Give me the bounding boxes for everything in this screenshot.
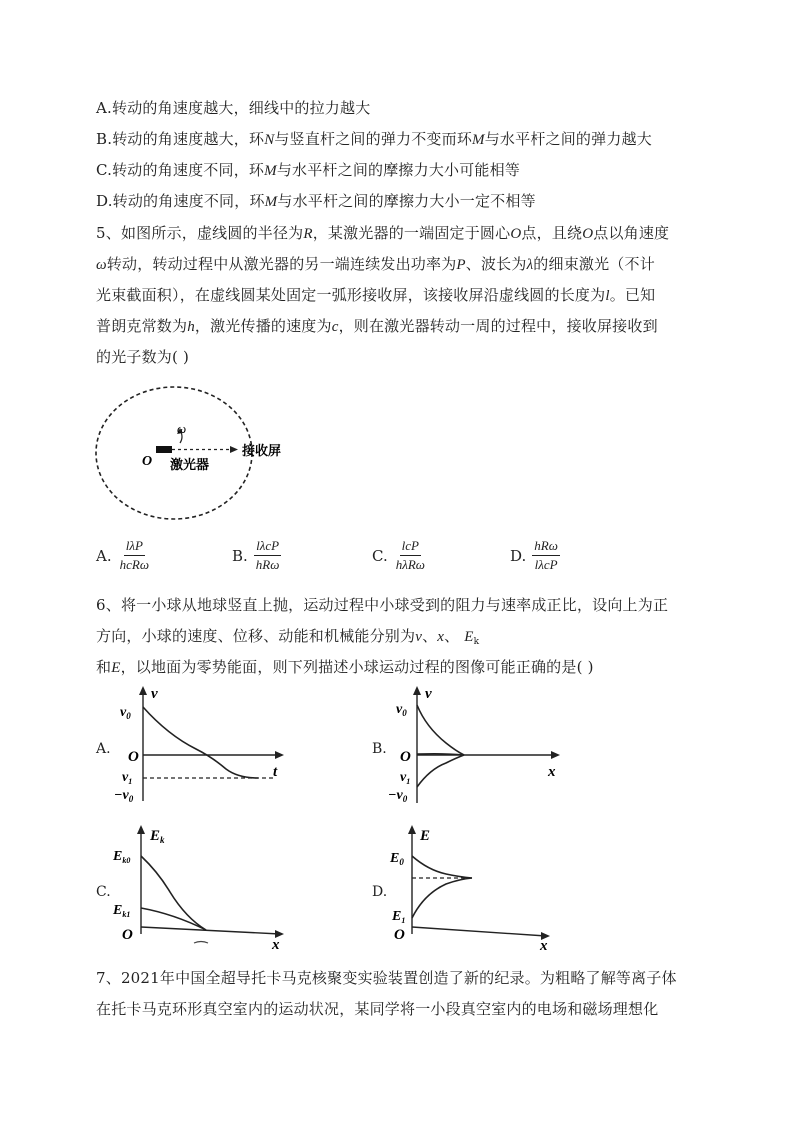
x-axis-arrow-icon <box>275 751 284 759</box>
x-axis-label: x <box>548 764 556 780</box>
laser-body <box>156 446 172 453</box>
x-axis-label: x <box>540 938 548 952</box>
q5-stem-line-5: 的光子数为( ) <box>96 348 190 366</box>
q5-stem-line-1: 5、如图所示，虚线圆的半径为R，某激光器的一端固定于圆心O点，且绕O点以角速度 <box>96 224 670 242</box>
y-axis-arrow-icon <box>413 686 421 695</box>
v0-label: $v_0$ <box>120 705 131 721</box>
q5-stem-line-4: 普朗克常数为h，激光传播的速度为c，则在激光器转动一周的过程中，接收屏接收到 <box>96 317 658 335</box>
ek1-label: $E_{k1}$ <box>113 903 131 919</box>
upper-velocity-curve <box>417 705 464 755</box>
q5-laser-figure <box>92 385 332 535</box>
x-axis-arrow-icon <box>551 751 560 759</box>
v1-label: $v_1$ <box>400 770 411 786</box>
q7-stem-line-2: 在托卡马克环形真空室内的运动状况，某同学将一小段真空室内的电场和磁场理想化 <box>96 1000 659 1018</box>
y-axis-arrow-icon <box>408 825 416 834</box>
y-axis-label: v <box>151 686 158 702</box>
graph-a-label: A. <box>96 741 111 757</box>
origin-label: O <box>128 749 139 765</box>
q6-stem-line-1: 6、将一小球从地球竖直上抛，运动过程中小球受到的阻力与速率成正比，设向上为正 <box>96 596 669 614</box>
q5-option-c: C. $\frac{\text{lcP}}{\text{hλRω}}$ <box>372 538 425 572</box>
origin-label: O <box>122 927 133 943</box>
screen-label: 接收屏 <box>242 444 282 459</box>
graph-b <box>384 683 574 808</box>
graph-a <box>108 683 298 808</box>
q4-option-d: D.转动的角速度不同，环M与水平杆之间的摩擦力大小一定不相等 <box>96 192 536 210</box>
q5-option-b: B. $\frac{\text{lλcP}}{\text{hRω}}$ <box>232 538 280 572</box>
q4-option-b: B.转动的角速度越大，环N与竖直杆之间的弹力不变而环M与水平杆之间的弹力越大 <box>96 130 652 148</box>
origin-label: O <box>394 927 405 943</box>
v1-label: $v_1$ <box>122 770 133 786</box>
q5-stem-line-2: ω转动，转动过程中从激光器的另一端连续发出功率为P、波长为λ的细束激光（不计 <box>96 255 655 273</box>
ek0-label: $E_{k0}$ <box>113 849 131 865</box>
lower-ek-curve <box>141 908 206 930</box>
q5-option-a: A. $\frac{\text{lλP}}{\text{hcRω}}$ <box>96 538 149 572</box>
y-axis-arrow-icon <box>137 825 145 834</box>
y-axis-label: E <box>420 828 431 844</box>
lower-energy-curve <box>412 878 472 918</box>
y-axis-label: v <box>425 686 432 702</box>
q6-stem-line-2: 方向，小球的速度、位移、动能和机械能分别为v、x、 $E_k$ <box>96 627 480 647</box>
y-axis-label: $E_k$ <box>150 828 165 845</box>
upper-ek-curve <box>141 856 206 930</box>
v0-label: $v_0$ <box>396 702 407 718</box>
q6-stem-line-3: 和E，以地面为零势能面，则下列描述小球运动过程的图像可能正确的是( ) <box>96 658 594 676</box>
graph-d-label: D. <box>372 884 388 900</box>
graph-c-label: C. <box>96 884 111 900</box>
q4-option-c: C.转动的角速度不同，环M与水平杆之间的摩擦力大小可能相等 <box>96 161 521 179</box>
graph-c <box>108 822 298 952</box>
x-axis <box>141 927 280 934</box>
q5-option-d: D. $\frac{\text{hRω}}{\text{lλcP}}$ <box>510 538 558 572</box>
laser-label: 激光器 <box>170 458 210 473</box>
graph-d <box>384 822 574 952</box>
omega-label: ω <box>177 421 187 436</box>
graph-b-label: B. <box>372 741 387 757</box>
neg-v0-label: $-v_0$ <box>388 788 408 804</box>
e0-label: $E_0$ <box>390 851 404 867</box>
y-axis-arrow-icon <box>139 686 147 695</box>
velocity-curve <box>143 707 258 778</box>
origin-label: O <box>142 454 153 469</box>
dashed-circle <box>96 387 252 519</box>
q7-stem-line-1: 7、2021年中国全超导托卡马克核聚变实验装置创造了新的纪录。为粗略了解等离子体 <box>96 969 677 987</box>
e1-label: $E_1$ <box>392 909 406 925</box>
x-axis-label: t <box>273 764 278 780</box>
neg-v0-label: $-v_0$ <box>114 788 134 804</box>
upper-energy-curve <box>412 856 472 878</box>
x-axis <box>412 927 546 936</box>
beam-arrow-icon <box>230 446 238 453</box>
lower-velocity-curve <box>417 755 464 787</box>
origin-label: O <box>400 749 411 765</box>
q5-stem-line-3: 光束截面积），在虚线圆某处固定一弧形接收屏，该接收屏沿虚线圆的长度为l。已知 <box>96 286 656 304</box>
stray-mark <box>194 942 208 944</box>
x-axis-label: x <box>272 937 280 952</box>
q4-option-a: A.转动的角速度越大，细线中的拉力越大 <box>96 99 371 117</box>
